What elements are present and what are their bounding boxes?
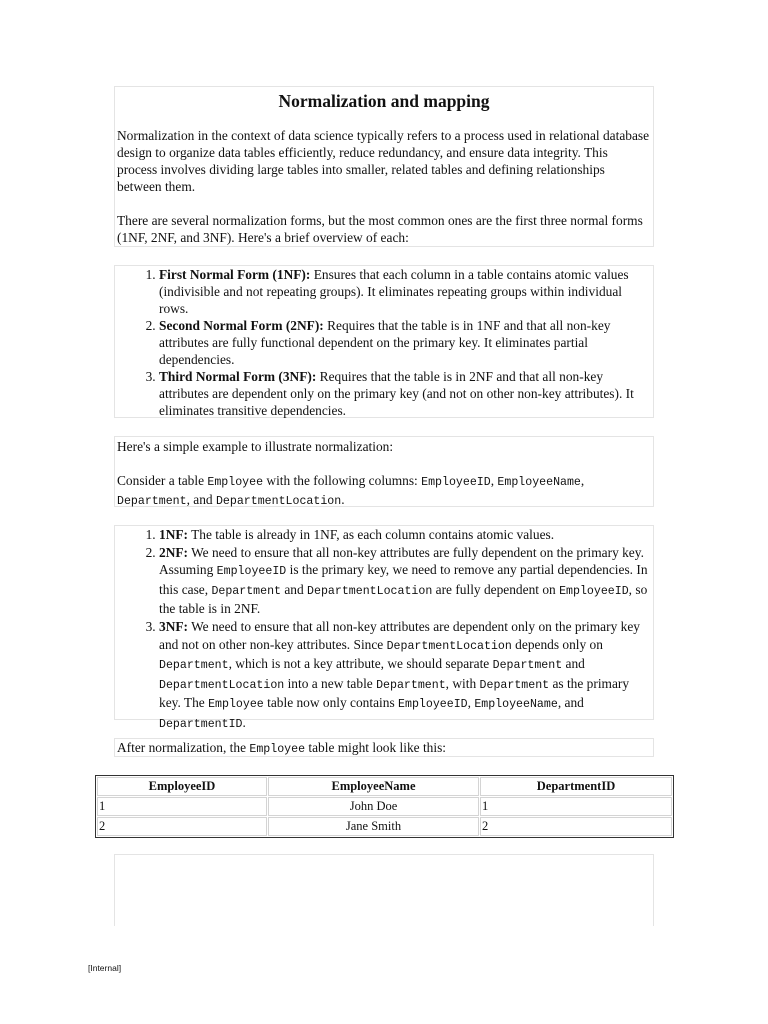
table-header-row bbox=[97, 777, 672, 796]
normalization-steps-list bbox=[115, 526, 653, 734]
form-name: Second Normal Form (2NF): bbox=[159, 318, 324, 333]
table-row bbox=[97, 797, 672, 816]
column-header: DepartmentID bbox=[480, 777, 672, 796]
list-item bbox=[159, 368, 653, 419]
normalization-steps-section bbox=[114, 525, 654, 731]
form-description: Requires that the table is in 2NF and that all non-key attributes are dependent only on the primary key (and not on other non-key attributes). It eliminates transitive dependencies. bbox=[159, 369, 634, 418]
list-item bbox=[159, 266, 653, 317]
table-row bbox=[97, 817, 672, 836]
intro-paragraph-forms: There are several normalization forms, but the most common ones are the first three normal forms (1NF, 2NF, and 3NF). Here's a brief overview of each: bbox=[117, 213, 643, 245]
list-item: 1. 1NF: The table is already in 1NF, as each column contains atomic values. bbox=[159, 526, 653, 544]
page-title: Normalization and mapping bbox=[278, 91, 490, 111]
table-cell: 2 bbox=[97, 817, 267, 836]
footer-label: [Internal] bbox=[88, 963, 122, 973]
form-description: Ensures that each column in a table contains atomic values (indivisible and not repeating groups). It eliminates repeating groups within individual rows. bbox=[159, 267, 629, 316]
empty-content-block bbox=[114, 854, 654, 926]
after-normalization-text: After normalization, the Employee table might look like this: bbox=[117, 740, 447, 756]
example-section bbox=[114, 436, 654, 507]
example-intro: Here's a simple example to illustrate normalization: bbox=[117, 439, 394, 454]
table-cell: 1 bbox=[480, 797, 672, 816]
example-table-description: Consider a table Employee with the following columns: EmployeeID, EmployeeName, Department, and DepartmentLocation. bbox=[117, 473, 585, 508]
normal-forms-section bbox=[114, 265, 654, 418]
table-cell: John Doe bbox=[268, 797, 479, 816]
list-item: 3. 3NF: We need to ensure that all non-key attributes are dependent only on the primary key and not on other non-key attributes. Since DepartmentLocation depends only on Department, which is not a key attribute, we should separate Department and DepartmentLocation into a new table Department, with Department as the primary key. The Employee table now only contains EmployeeID, EmployeeName, and DepartmentID. bbox=[159, 618, 653, 734]
after-normalization-section bbox=[114, 738, 654, 757]
employee-table bbox=[95, 775, 674, 838]
column-header: EmployeeID bbox=[97, 777, 267, 796]
form-name: First Normal Form (1NF): bbox=[159, 267, 311, 282]
table-cell: 1 bbox=[97, 797, 267, 816]
column-header: EmployeeName bbox=[268, 777, 479, 796]
table-cell: Jane Smith bbox=[268, 817, 479, 836]
intro-paragraph: Normalization in the context of data science typically refers to a process used in relational database design to organize data tables efficiently, reduce redundancy, and ensure data integrity. This process involves dividing large tables into smaller, related tables and defining relationships between them. bbox=[117, 128, 650, 194]
table-cell: 2 bbox=[480, 817, 672, 836]
form-name: Third Normal Form (3NF): bbox=[159, 369, 317, 384]
list-item: 2. 2NF: We need to ensure that all non-key attributes are fully dependent on the primary key. Assuming EmployeeID is the primary key, we need to remove any partial dependencies. In this case, Department and DepartmentLocation are fully dependent on EmployeeID, so the table is in 2NF. bbox=[159, 544, 653, 618]
intro-section bbox=[114, 86, 654, 247]
list-item bbox=[159, 317, 653, 368]
form-description: Requires that the table is in 1NF and that all non-key attributes are fully functional dependent on the primary key. It eliminates partial dependencies. bbox=[159, 318, 611, 367]
normal-forms-list bbox=[115, 266, 653, 419]
